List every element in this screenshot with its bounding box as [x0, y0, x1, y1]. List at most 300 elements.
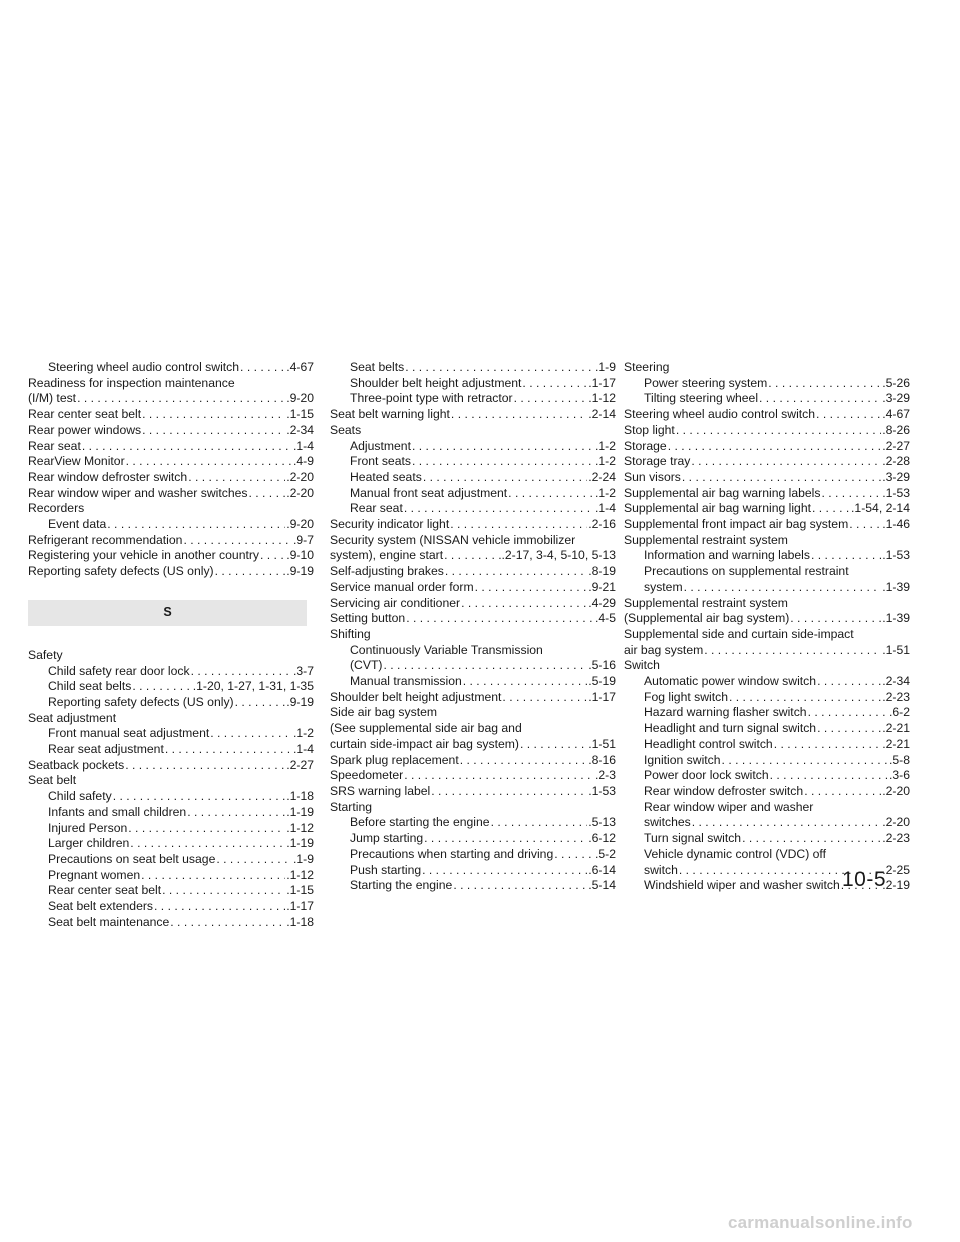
index-entry-pages: .1-2 — [292, 726, 314, 741]
index-entry-term: Steering wheel audio control switch — [624, 407, 816, 422]
dot-leader — [141, 868, 285, 884]
index-heading: Supplemental restraint system — [624, 595, 788, 610]
index-heading: Steering — [624, 360, 670, 374]
index-heading: Safety — [28, 647, 63, 662]
index-entry-pages: .2-21 — [882, 721, 910, 736]
index-entry-term: Supplemental air bag warning labels — [624, 485, 821, 500]
dot-leader — [188, 470, 285, 486]
index-entry-term: Seat belt warning light — [330, 407, 450, 422]
index-entry-pages: .6-14 — [588, 862, 616, 877]
dot-leader — [491, 815, 588, 831]
index-entry — [28, 915, 314, 931]
dot-leader — [450, 517, 587, 533]
index-entry — [624, 753, 910, 769]
index-entry-term: Rear window defroster switch — [28, 469, 188, 484]
index-entry — [624, 470, 910, 486]
index-column-2 — [330, 360, 616, 894]
index-entry-term: Setting button — [330, 611, 406, 626]
dot-leader — [451, 407, 587, 423]
index-heading: Side air bag system — [330, 705, 438, 720]
index-entry — [330, 690, 616, 706]
index-entry-term: Precautions when starting and driving — [350, 846, 554, 861]
index-entry — [330, 439, 616, 455]
index-heading: Shifting — [330, 626, 371, 641]
index-entry — [330, 407, 616, 423]
index-entry-pages: .1-2 — [594, 454, 616, 469]
index-entry-term: Power steering system — [644, 375, 768, 390]
dot-leader — [404, 768, 594, 784]
index-entry-pages: .2-20 — [286, 485, 314, 500]
index-entry-term: Refrigerant recommendation — [28, 532, 183, 547]
index-entry-pages: .4-67 — [882, 407, 910, 422]
index-entry — [330, 753, 616, 769]
index-entry-term: Child safety rear door lock — [48, 663, 190, 678]
index-heading: Switch — [624, 658, 660, 673]
index-entry-pages: .1-39 — [882, 579, 910, 594]
index-entry-term: Power door lock switch — [644, 768, 769, 783]
index-entry-pages: .1-46 — [882, 517, 910, 532]
index-entry — [28, 852, 314, 868]
dot-leader — [684, 580, 882, 596]
index-entry — [330, 470, 616, 486]
dot-leader — [404, 501, 594, 517]
index-entry-term: system), engine start — [330, 548, 444, 563]
index-entry-term: Turn signal switch — [644, 831, 742, 846]
index-entry — [624, 501, 910, 517]
index-entry-term: Rear center seat belt — [28, 407, 142, 422]
index-entry-pages: .8-26 — [882, 422, 910, 437]
index-entry-pages: .5-8 — [888, 752, 910, 767]
index-entry-pages: .2-21 — [882, 736, 910, 751]
index-entry — [28, 868, 314, 884]
watermark-text: carmanualsonline.info — [728, 1213, 913, 1232]
index-entry-pages: .3-7 — [292, 663, 314, 678]
index-entry-pages: .1-2 — [594, 438, 616, 453]
index-entry — [330, 658, 616, 674]
index-entry — [330, 737, 616, 753]
index-heading: Supplemental side and curtain side-impact — [624, 626, 854, 641]
dot-leader — [514, 391, 588, 407]
dot-leader — [554, 847, 594, 863]
index-entry-term: SRS warning label — [330, 783, 431, 798]
dot-leader — [522, 376, 587, 392]
dot-leader — [77, 391, 285, 407]
dot-leader — [444, 548, 500, 564]
index-entry-pages: .1-17 — [588, 375, 616, 390]
index-entry-pages: .6-2 — [888, 705, 910, 720]
index-entry-term: Rear seat — [28, 438, 81, 453]
index-entry-pages: .2-25 — [882, 862, 910, 877]
index-entry — [330, 391, 616, 407]
index-entry-pages: .1-18 — [286, 789, 314, 804]
dot-leader — [722, 753, 888, 769]
index-entry-pages: .2-3 — [594, 768, 616, 783]
dot-leader — [812, 501, 850, 517]
dot-leader — [210, 726, 292, 742]
dot-leader — [240, 360, 285, 376]
index-entry-term: RearView Monitor — [28, 454, 125, 469]
dot-leader — [142, 423, 285, 439]
index-entry-pages: .5-14 — [588, 878, 616, 893]
index-entry-term: Fog light switch — [644, 689, 728, 704]
index-entry-pages: .1-4 — [292, 742, 314, 757]
dot-leader — [816, 407, 881, 423]
index-entry-pages: .2-20 — [882, 783, 910, 798]
index-heading: Seats — [330, 422, 362, 437]
dot-leader — [162, 883, 285, 899]
dot-leader — [768, 376, 881, 392]
index-entry — [330, 376, 616, 392]
dot-leader — [248, 486, 285, 502]
index-entry-pages: .1-53 — [882, 548, 910, 563]
index-entry-pages: .1-12 — [286, 867, 314, 882]
dot-leader — [183, 533, 292, 549]
index-entry-term: Heated seats — [350, 469, 422, 484]
dot-leader — [453, 878, 587, 894]
index-entry — [28, 821, 314, 837]
dot-leader — [191, 664, 292, 680]
index-entry-pages: .1-15 — [286, 407, 314, 422]
index-entry — [330, 596, 616, 612]
index-entry-term: Headlight and turn signal switch — [644, 721, 817, 736]
dot-leader — [817, 674, 881, 690]
index-heading: Starting — [330, 799, 373, 814]
index-entry-pages: .1-15 — [286, 883, 314, 898]
index-entry-term: Stop light — [624, 422, 675, 437]
index-heading: Recorders — [28, 501, 85, 516]
index-entry-term: Push starting — [350, 862, 422, 877]
dot-leader — [82, 439, 292, 455]
dot-leader — [508, 486, 594, 502]
index-entry-term: Storage — [624, 438, 667, 453]
index-entry-pages: .1-19 — [286, 804, 314, 819]
index-entry — [28, 758, 314, 774]
index-entry — [624, 768, 910, 784]
index-entry — [28, 533, 314, 549]
index-entry-term: Front seats — [350, 454, 411, 469]
dot-leader — [130, 836, 285, 852]
index-entry — [28, 360, 314, 376]
index-entry-pages: .9-20 — [286, 391, 314, 406]
index-entry — [28, 805, 314, 821]
dot-leader — [431, 784, 587, 800]
dot-leader — [422, 863, 587, 879]
index-entry — [624, 580, 910, 596]
index-entry-term: Manual transmission — [350, 674, 462, 689]
index-entry-term: Child seat belts — [48, 679, 132, 694]
dot-leader — [384, 658, 588, 674]
index-entry-pages: .1-51 — [588, 736, 616, 751]
index-entry-term: Seatback pockets — [28, 757, 125, 772]
dot-leader — [445, 564, 587, 580]
index-entry-term: air bag system — [624, 642, 704, 657]
index-entry-term: Security indicator light — [330, 517, 450, 532]
index-entry-term: Infants and small children — [48, 804, 187, 819]
index-entry-term: Shoulder belt height adjustment — [350, 375, 522, 390]
dot-leader — [682, 470, 881, 486]
index-entry — [624, 784, 910, 800]
dot-leader — [132, 679, 191, 695]
index-entry-term: switches — [644, 815, 691, 830]
index-entry-term: Automatic power window switch — [644, 674, 817, 689]
index-heading: Seat adjustment — [28, 710, 117, 725]
index-entry-term: Steering wheel audio control switch — [48, 360, 240, 374]
dot-leader — [165, 742, 292, 758]
dot-leader — [460, 753, 588, 769]
index-entry-pages: .2-34 — [882, 674, 910, 689]
dot-leader — [692, 815, 881, 831]
index-entry-term: curtain side-impact air bag system) — [330, 736, 519, 751]
index-entry — [28, 836, 314, 852]
index-entry-term: Rear seat — [350, 501, 403, 516]
index-heading: Rear window wiper and washer — [644, 799, 814, 814]
index-entry-pages: .4-5 — [594, 611, 616, 626]
dot-leader — [808, 705, 888, 721]
index-entry-pages: .9-7 — [292, 532, 314, 547]
index-entry-pages: .1-12 — [286, 820, 314, 835]
index-entry — [28, 486, 314, 502]
dot-leader — [154, 899, 285, 915]
index-entry-pages: .9-21 — [588, 579, 616, 594]
dot-leader — [668, 439, 882, 455]
index-entry — [28, 454, 314, 470]
index-entry-pages: .3-6 — [888, 768, 910, 783]
index-entry-pages: .2-17, 3-4, 5-10, 5-13 — [501, 548, 616, 563]
index-entry — [28, 439, 314, 455]
index-entry-term: Sun visors — [624, 469, 681, 484]
index-entry-term: Self-adjusting brakes — [330, 564, 444, 579]
index-entry-pages: .9-19 — [286, 694, 314, 709]
index-entry-pages: .8-19 — [588, 564, 616, 579]
index-entry — [330, 674, 616, 690]
index-entry-pages: .1-19 — [286, 836, 314, 851]
index-entry — [28, 899, 314, 915]
index-entry-term: Event data — [48, 517, 107, 532]
index-entry-pages: .2-24 — [588, 469, 616, 484]
index-entry-term: Hazard warning flasher switch — [644, 705, 807, 720]
index-entry — [28, 679, 314, 695]
index-entry-pages: .5-2 — [594, 846, 616, 861]
index-entry-pages: .2-23 — [882, 689, 910, 704]
index-entry-term: Before starting the engine — [350, 815, 490, 830]
index-entry-pages: .1-18 — [286, 914, 314, 929]
index-heading: Precautions on supplemental restraint — [644, 564, 849, 579]
index-entry-pages: .8-16 — [588, 752, 616, 767]
dot-leader — [406, 611, 594, 627]
index-entry — [28, 664, 314, 680]
index-entry — [624, 705, 910, 721]
dot-leader — [704, 643, 881, 659]
dot-leader — [691, 454, 881, 470]
dot-leader — [113, 789, 286, 805]
index-entry-term: Rear center seat belt — [48, 883, 162, 898]
index-entry-term: Registering your vehicle in another country — [28, 548, 260, 563]
index-entry-pages: .5-13 — [588, 815, 616, 830]
index-entry-pages: .6-12 — [588, 831, 616, 846]
index-entry — [330, 768, 616, 784]
index-entry-pages: .3-29 — [882, 391, 910, 406]
index-entry-pages: .1-20, 1-27, 1-31, 1-35 — [192, 679, 314, 694]
dot-leader — [216, 852, 292, 868]
index-entry-term: (CVT) — [350, 658, 383, 673]
index-entry-pages: .2-34 — [286, 422, 314, 437]
dot-leader — [126, 454, 292, 470]
index-entry-pages: .1-17 — [588, 689, 616, 704]
index-entry — [624, 376, 910, 392]
dot-leader — [412, 454, 594, 470]
index-entry — [28, 789, 314, 805]
index-entry — [624, 690, 910, 706]
index-entry — [28, 726, 314, 742]
index-entry — [624, 643, 910, 659]
dot-leader — [405, 360, 594, 376]
dot-leader — [128, 821, 285, 837]
index-entry-term: Information and warning labels — [644, 548, 810, 563]
dot-leader — [412, 439, 594, 455]
index-entry-term: Rear window wiper and washer switches — [28, 485, 248, 500]
index-entry-pages: .1-53 — [588, 783, 616, 798]
index-entry-term: Seat belt extenders — [48, 899, 154, 914]
index-entry-term: Speedometer — [330, 768, 404, 783]
index-entry-term: Seat belts — [350, 360, 405, 374]
index-entry — [624, 721, 910, 737]
index-entry — [624, 423, 910, 439]
dot-leader — [125, 758, 285, 774]
index-heading: Seat belt — [28, 773, 77, 788]
index-heading: Vehicle dynamic control (VDC) off — [644, 846, 826, 861]
index-entry-pages: .4-67 — [286, 360, 314, 374]
index-entry-pages: .1-54, 2-14 — [851, 501, 910, 516]
index-entry-term: Reporting safety defects (US only) — [48, 694, 234, 709]
index-entry-pages: .3-29 — [882, 469, 910, 484]
index-entry-term: Rear power windows — [28, 422, 142, 437]
index-entry — [28, 470, 314, 486]
dot-leader — [770, 768, 888, 784]
dot-leader — [811, 548, 881, 564]
index-entry — [28, 548, 314, 564]
index-entry-term: Shoulder belt height adjustment — [330, 689, 502, 704]
index-entry — [624, 548, 910, 564]
index-heading: Security system (NISSAN vehicle immobilizer — [330, 532, 576, 547]
dot-leader — [676, 423, 881, 439]
index-entry-term: Service manual order form — [330, 579, 474, 594]
index-entry-term: Adjustment — [350, 438, 411, 453]
index-entry-term: switch — [644, 862, 678, 877]
index-entry — [624, 611, 910, 627]
index-entry — [330, 360, 616, 376]
index-entry — [330, 815, 616, 831]
index-column-3 — [624, 360, 910, 894]
index-entry — [624, 674, 910, 690]
index-entry-pages: .1-4 — [594, 501, 616, 516]
index-entry-pages: .9-10 — [286, 548, 314, 563]
dot-leader — [742, 831, 881, 847]
index-entry-term: Windshield wiper and washer switch — [644, 878, 840, 893]
index-entry-term: Manual front seat adjustment — [350, 485, 508, 500]
index-entry — [330, 863, 616, 879]
dot-leader — [423, 470, 587, 486]
index-entry-term: Larger children — [48, 836, 130, 851]
index-entry — [330, 548, 616, 564]
index-entry — [330, 564, 616, 580]
index-entry — [28, 695, 314, 711]
index-entry-pages: .2-20 — [286, 469, 314, 484]
index-entry-pages: .1-9 — [292, 851, 314, 866]
section-letter-band: S — [28, 600, 307, 626]
index-entry-term: Jump starting — [350, 831, 424, 846]
index-entry-pages: .9-19 — [286, 564, 314, 579]
index-entry-pages: .2-14 — [588, 407, 616, 422]
index-entry-pages: .2-20 — [882, 815, 910, 830]
index-entry-term: Supplemental air bag warning light — [624, 501, 811, 516]
index-entry — [330, 501, 616, 517]
index-entry-pages: .5-26 — [882, 375, 910, 390]
dot-leader — [804, 784, 881, 800]
index-entry — [624, 815, 910, 831]
index-entry — [330, 878, 616, 894]
index-entry-pages: .1-4 — [292, 438, 314, 453]
index-entry-pages: .5-19 — [588, 674, 616, 689]
index-entry-pages: .2-23 — [882, 831, 910, 846]
dot-leader — [774, 737, 882, 753]
index-entry-term: Servicing air conditioner — [330, 595, 461, 610]
index-entry — [330, 486, 616, 502]
page-number: 10-5 — [842, 868, 887, 891]
index-entry — [624, 486, 910, 502]
index-entry-pages: .2-27 — [882, 438, 910, 453]
dot-leader — [729, 690, 881, 706]
dot-leader — [520, 737, 587, 753]
index-heading: (See supplemental side air bag and — [330, 721, 522, 736]
index-entry-term: system — [644, 579, 683, 594]
index-entry-term: Injured Person — [48, 820, 128, 835]
index-entry-term: Precautions on seat belt usage — [48, 851, 216, 866]
dot-leader — [790, 611, 881, 627]
index-entry — [28, 407, 314, 423]
index-entry-term: Supplemental front impact air bag system — [624, 517, 849, 532]
dot-leader — [142, 407, 285, 423]
index-entry — [28, 423, 314, 439]
index-entry-pages: .5-16 — [588, 658, 616, 673]
dot-leader — [215, 564, 286, 580]
index-entry — [330, 611, 616, 627]
index-entry-term: Tilting steering wheel — [644, 391, 759, 406]
index-entry-term: Starting the engine — [350, 878, 453, 893]
index-heading: Readiness for inspection maintenance — [28, 375, 235, 390]
index-entry-pages: .1-9 — [594, 360, 616, 374]
index-entry-term: Child safety — [48, 789, 112, 804]
dot-leader — [821, 486, 881, 502]
index-entry-pages: .1-51 — [882, 642, 910, 657]
index-entry-term: Headlight control switch — [644, 736, 773, 751]
dot-leader — [475, 580, 588, 596]
index-entry-term: (I/M) test — [28, 391, 77, 406]
index-entry-term: Reporting safety defects (US only) — [28, 564, 214, 579]
index-entry-term: Rear seat adjustment — [48, 742, 164, 757]
index-entry — [330, 580, 616, 596]
dot-leader — [463, 674, 587, 690]
index-entry — [330, 847, 616, 863]
index-entry-pages: .9-20 — [286, 517, 314, 532]
index-entry-pages: .1-53 — [882, 485, 910, 500]
dot-leader — [849, 517, 881, 533]
index-entry-term: Seat belt maintenance — [48, 914, 170, 929]
index-entry — [624, 391, 910, 407]
index-entry — [28, 517, 314, 533]
index-entry — [28, 391, 314, 407]
index-entry-pages: .4-29 — [588, 595, 616, 610]
dot-leader — [817, 721, 881, 737]
